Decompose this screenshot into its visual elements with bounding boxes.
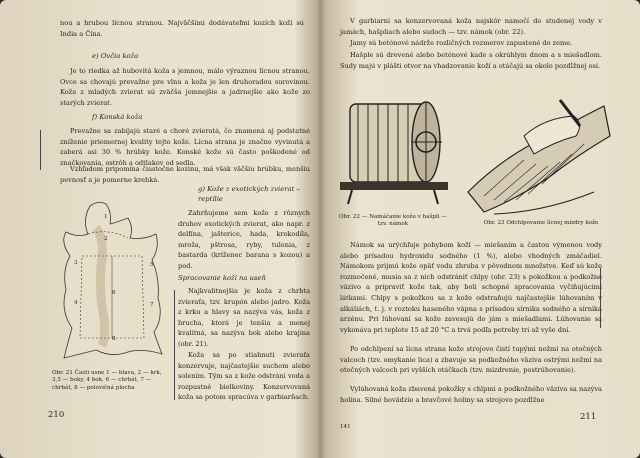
right-top-text: V garbiarni sa konzervovaná koža najskôr namočí do studenej vody v jamách, hašpliach alebo sudoch — tzv. námok (obr. 22). [340, 17, 602, 36]
right-main-text-1: Námok sa urýchľuje pohybom koží — miešaním a častou výmenou vody alebo prísadou hydroxidu sodného (1 %), alebo vhodných zmáčadiel. Námokom prijmú kože opäť vodu zhruba v pôvodnom množstve. Keď sú kože rozmočené, musia sa z nich odstrániť chlpy (obr. 23) s pokožkou a podkožné väzivo a pripraviť kože tak, aby boli schopné spracovania vyčiňujúcimi látkami. Chlpy s pokožkou sa z kože odstraňujú najčastejšie lúhovaním v alkáliách, t. j. v roztoku haseného vápna s prísadou sírnika sodného a sírnika arzénu. Pri lúhovaní sa kože zavesujú do jám s miešadlami. Lúhovanie sa vykonáva pri teplote 15 až 20 °C a trvá podľa potreby tri až vyše dní. [340, 241, 602, 334]
pencil-mark [174, 290, 175, 400]
section-e-title: e) Ovčia koža [92, 52, 139, 60]
right-page [326, 0, 640, 458]
right-main-text-2: Po odchlpení sa lícna strana kože strojovo čistí tupými nožmi na otočných valcoch (tzv. omykanie lica) a zbavuje sa podkožného väziva ostrými nožmi na otočných valcoch pri vyšších otáčkach (tzv. mizdrenie, postrúhovanie). [340, 345, 602, 375]
fig21-label-6: 6 [112, 290, 116, 296]
section-e-text: Je to riedka až hubovitá koža s jemnou, málo výraznou lícnou stranou. Ovce sa chovajú prevažne pre vlnu a koža je len druhoradou surovinou. Koža z mladých zvierat sú zväčša jemnejšie a jadrnejšie ako kože zo starých zvierat. [60, 67, 310, 107]
spracovanie-text-1: Najkvalitnejšia je koža z chrbta zvieraťa, tzv. krupón alebo jadro. Koža z krku a hlavy sa nazýva vás, koža z brucha, ktorá je tenšia a menej kvalitná, sa nazýva bok alebo krajina (obr. 21). [178, 287, 310, 348]
scraping-illustration [464, 96, 614, 220]
fig21-label-3: 3 [74, 260, 78, 266]
section-f-text-2: Vzhľadom pripomína čiastočne kozinu, má však väčšiu hrúbku, menšiu pevnosť a je pomerne krehká. [60, 165, 310, 184]
right-top-text-2: Jamy sú betónové nádrže rozličných rozmerov zapustené do zeme. [350, 39, 573, 47]
pencil-mark [40, 130, 41, 170]
fig22-caption: Obr. 22 — Namáčanie kože v hašpli — tzv. námok [339, 214, 447, 228]
left-top-text: nou a hrubou lícnou stranou. Najväčšími dodávateľmi kozích koží sú India a Čína. [60, 19, 304, 38]
fig21-caption: Obr. 21 Časti usne 1 — hlava, 2 — krk, 3,5 — boky, 4 bok, 6 — chrbát, 7 — chrbát, 8 — polovičná plocha [52, 370, 162, 391]
fig21-label-7: 7 [150, 302, 154, 308]
page-number-right: 211 [580, 412, 597, 422]
section-f-text-1: Prevažne sa zabíjajú staré a choré zvieratá, čo znamená aj podstatné zníženie priemernej kvality tejto kože. Lícna strana je značne vyvinutá a zaberá asi 30 % hrúbky kože. Konské kože sú často poškodené od značkovania, ostrôh a odtlakov od sedla. [60, 127, 310, 167]
fig21-label-2: 2 [104, 236, 108, 242]
right-top-text-3: Hašple sú drevené alebo betónové kade s okrúhlym dnom a s miešadlom. Sudy majú v plášti otvor na vhadzovanie koží a otáčajú sa okolo pozdĺžnej osi. [340, 51, 602, 70]
fig21-label-8: 8 [112, 336, 116, 342]
spracovanie-text-2: Koža sa po stiahnutí zvieraťa konzervuje, najčastejšie suchom alebo solením. Tým sa z kože odstráni voda a rozpustné bielkoviny. Konzervovaná koža sa potom spracúva v garbiarňach. [178, 351, 310, 402]
right-main-text-3: Vylúhovaná koža zbavená pokožky s chlpmi a podkožného väziva sa nazýva holina. Silné hovädzie a bravčové holiny sa strojovo pozdĺžne [340, 385, 602, 404]
section-g-title: g) Kože z exotických zvierat – reptílie [198, 185, 300, 203]
page-number-left: 210 [48, 410, 65, 420]
footer-mark: 141 [340, 424, 351, 430]
section-g-text: Zahrňujeme sem kože z rôznych druhov exotických zvierat, ako napr. z delfína, jašterice, hada, krokodíla, mroža, pštrosa, ryby, tulenia, z bastarda (kríženec barana s kozou) a pod. [178, 209, 310, 270]
fig21-label-1: 1 [104, 214, 108, 220]
fig21-label-5: 5 [150, 262, 154, 268]
soaking-drum-illustration [334, 90, 454, 210]
pencil-mark [600, 268, 601, 328]
fig23-caption: Obr. 23 Odchlpovanie lícnej mizdry kože [483, 220, 599, 226]
spracovanie-title: Spracovanie koží na useň [178, 274, 266, 282]
fig21-label-4: 4 [74, 300, 78, 306]
section-f-title: f) Konská koža [92, 113, 143, 121]
